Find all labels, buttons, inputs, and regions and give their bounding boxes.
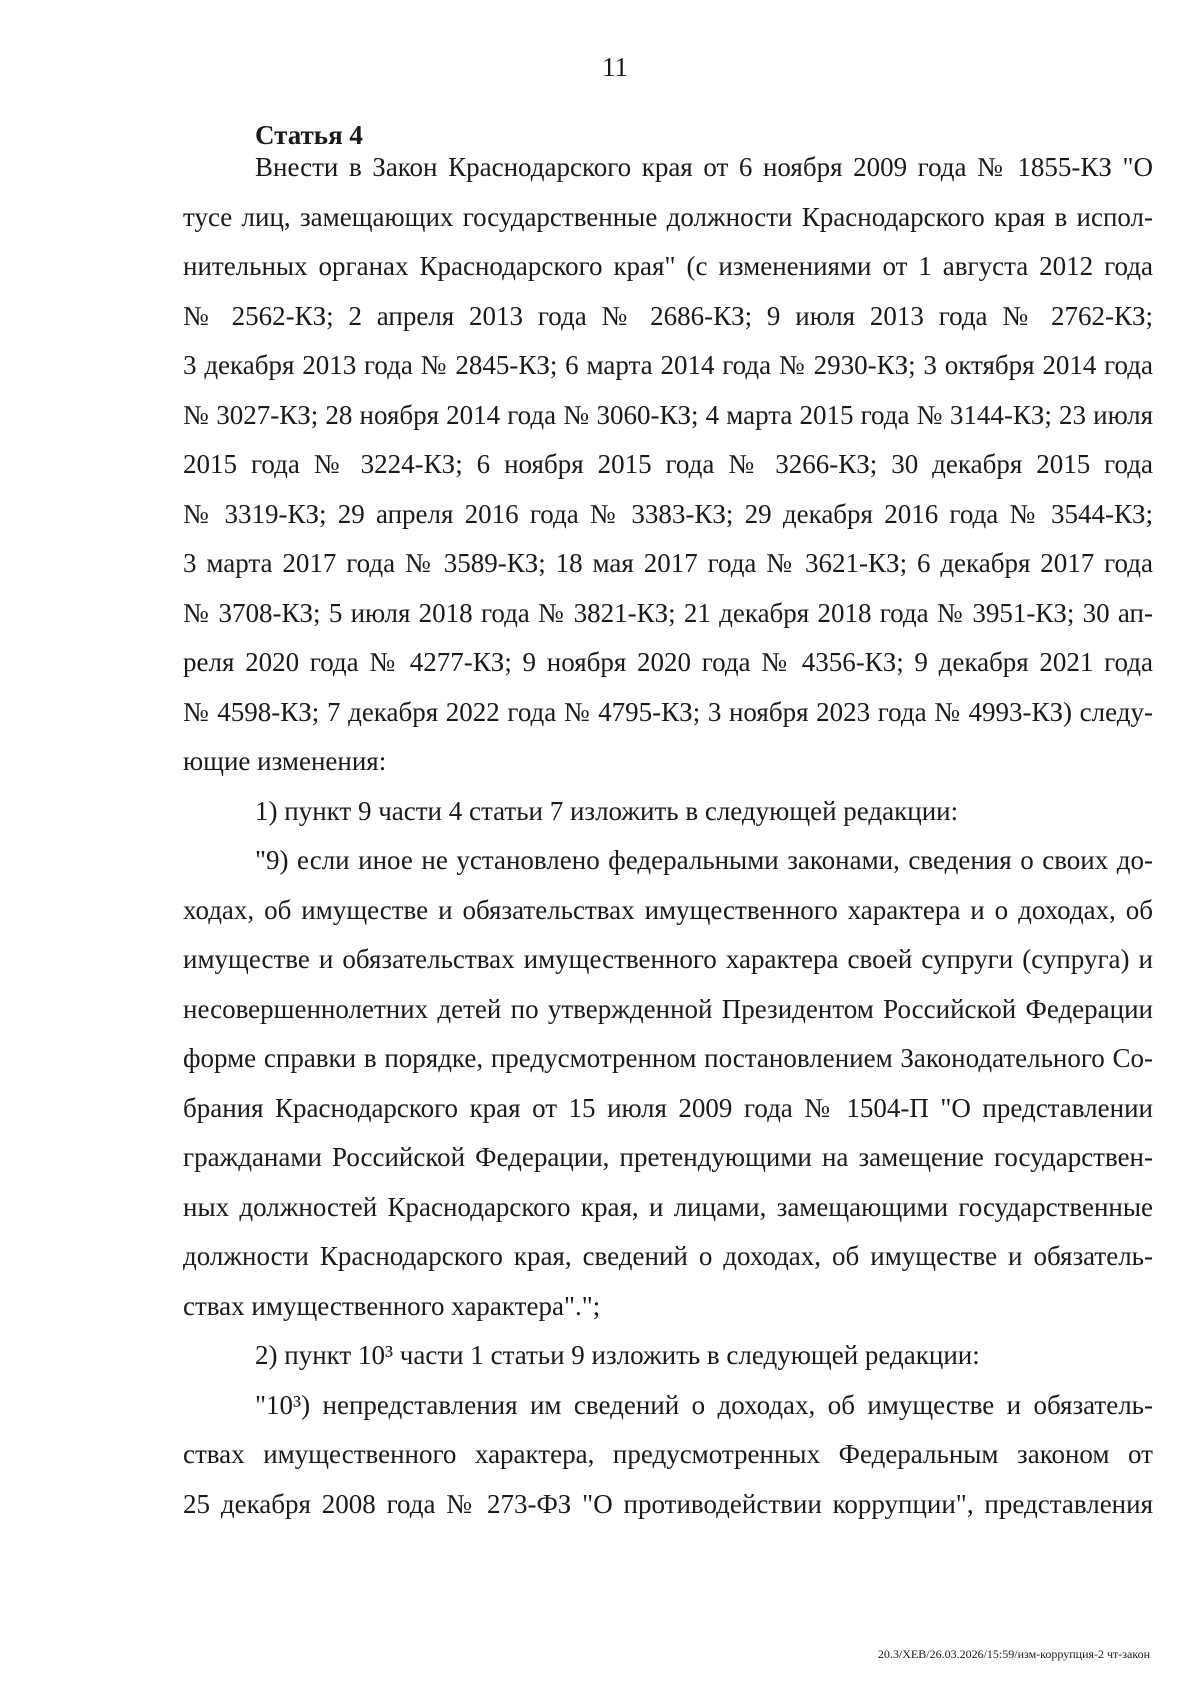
footer-document-code: 20.3/ХЕВ/26.03.2026/15:59/изм-коррупция-2 чт-закон (877, 1647, 1150, 1661)
text-line: тусе лиц, замещающих государственные должности Краснодарского края в испол- (183, 201, 1153, 232)
text-line: № 3319-КЗ; 29 апреля 2016 года № 3383-КЗ; 29 декабря 2016 года № 3544-КЗ; (183, 498, 1153, 529)
text-line: 2) пункт 10³ части 1 статьи 9 изложить в следующей редакции: (255, 1340, 980, 1370)
text-line: несовершеннолетних детей по утвержденной Президентом Российской Федерации (183, 993, 1153, 1024)
text-line: нительных органах Краснодарского края" (с изменениями от 1 августа 2012 года (183, 251, 1153, 281)
text-line: 3 декабря 2013 года № 2845-КЗ; 6 марта 2014 года № 2930-КЗ; 3 октября 2014 года (183, 350, 1153, 380)
article-title: Статья 4 (255, 120, 363, 150)
page-number: 11 (602, 52, 628, 82)
text-line: 1) пункт 9 части 4 статьи 7 изложить в следующей редакции: (255, 795, 959, 826)
text-line: № 3027-КЗ; 28 ноября 2014 года № 3060-КЗ; 4 марта 2015 года № 3144-КЗ; 23 июля (183, 399, 1153, 430)
text-line: имуществе и обязательствах имущественного характера своей супруги (супруга) и (183, 944, 1153, 974)
text-line: должности Краснодарского края, сведений о доходах, об имуществе и обязатель- (183, 1241, 1153, 1271)
text-line: гражданами Российской Федерации, претендующими на замещение государствен- (183, 1142, 1153, 1172)
text-line: № 2562-КЗ; 2 апреля 2013 года № 2686-КЗ; 9 июля 2013 года № 2762-КЗ; (183, 300, 1153, 331)
text-line: ных должностей Краснодарского края, и лицами, замещающими государственные (183, 1191, 1153, 1222)
text-line: "10³) непредставления им сведений о доходах, об имуществе и обязатель- (255, 1389, 1153, 1420)
text-line: № 4598-КЗ; 7 декабря 2022 года № 4795-КЗ; 3 ноября 2023 года № 4993-КЗ) следу- (183, 696, 1153, 727)
text-line: 25 декабря 2008 года № 273-ФЗ "О противодействии коррупции", представления (183, 1488, 1153, 1519)
text-line: ходах, об имуществе и обязательствах имущественного характера и о доходах, об (183, 894, 1153, 925)
text-line: 2015 года № 3224-КЗ; 6 ноября 2015 года № 3266-КЗ; 30 декабря 2015 года (183, 449, 1153, 479)
text-line: форме справки в порядке, предусмотренном постановлением Законодательного Со- (183, 1043, 1153, 1073)
text-line: № 3708-КЗ; 5 июля 2018 года № 3821-КЗ; 21 декабря 2018 года № 3951-КЗ; 30 ап- (183, 597, 1153, 628)
text-line: 3 марта 2017 года № 3589-КЗ; 18 мая 2017 года № 3621-КЗ; 6 декабря 2017 года (183, 548, 1153, 578)
text-line: ствах имущественного характера, предусмотренных Федеральным законом от (183, 1439, 1153, 1469)
text-line: "9) если иное не установлено федеральными законами, сведения о своих до- (255, 845, 1153, 875)
text-line: Внести в Закон Краснодарского края от 6 ноября 2009 года № 1855-КЗ "О (255, 152, 1153, 182)
text-line: реля 2020 года № 4277-КЗ; 9 ноября 2020 года № 4356-КЗ; 9 декабря 2021 года (183, 647, 1153, 677)
text-line: ствах имущественного характера"."; (183, 1290, 601, 1321)
text-line: ющие изменения: (183, 746, 387, 776)
article-body (183, 143, 1153, 1529)
text-line: брания Краснодарского края от 15 июля 2009 года № 1504-П "О представлении (183, 1092, 1153, 1123)
